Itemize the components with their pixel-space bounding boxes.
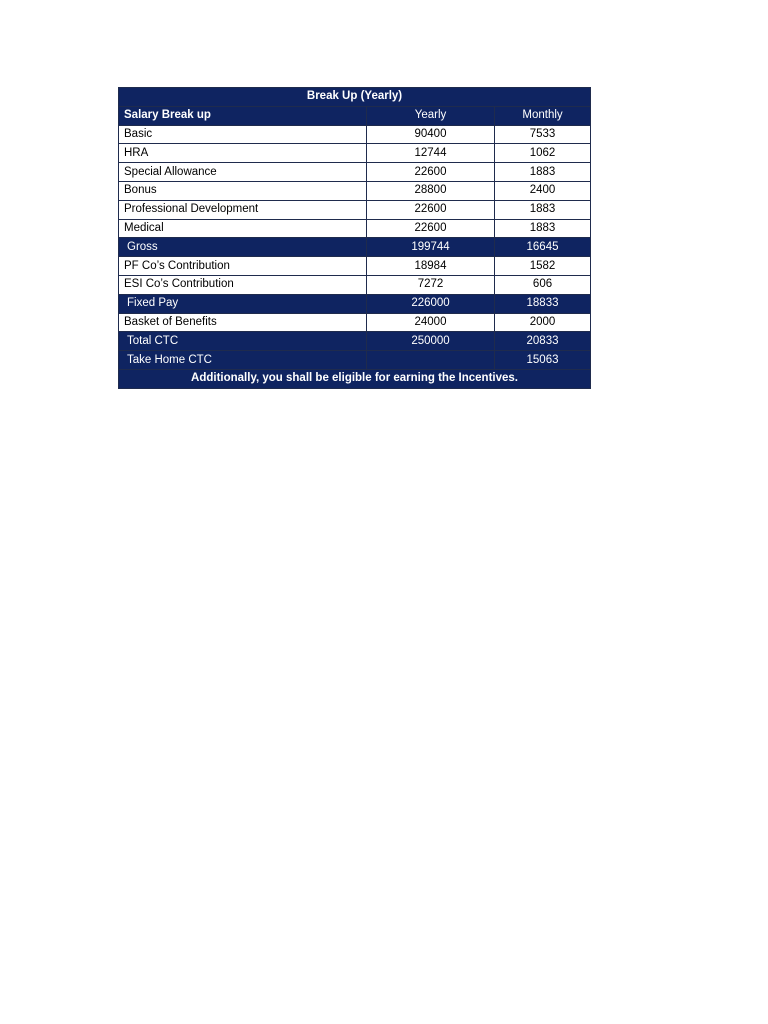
- row-label: Total CTC: [119, 332, 367, 351]
- row-yearly: 28800: [367, 181, 495, 200]
- row-yearly: 22600: [367, 200, 495, 219]
- row-yearly: 22600: [367, 219, 495, 238]
- row-yearly: 24000: [367, 313, 495, 332]
- row-monthly: 7533: [495, 125, 591, 144]
- table-row-medical: [119, 219, 591, 238]
- salary-breakup-sheet: [118, 87, 590, 389]
- header-yearly: Yearly: [367, 106, 495, 125]
- row-monthly: 18833: [495, 294, 591, 313]
- row-monthly: 1883: [495, 200, 591, 219]
- row-label: Basic: [119, 125, 367, 144]
- table-row-basic: [119, 125, 591, 144]
- table-title: Break Up (Yearly): [119, 88, 591, 107]
- row-monthly: 1883: [495, 163, 591, 182]
- header-salary-breakup: Salary Break up: [119, 106, 367, 125]
- table-row-take-home-ctc: [119, 351, 591, 370]
- row-yearly: 12744: [367, 144, 495, 163]
- table-row-esi-contribution: [119, 275, 591, 294]
- row-yearly: 22600: [367, 163, 495, 182]
- row-yearly: 226000: [367, 294, 495, 313]
- row-yearly: 199744: [367, 238, 495, 257]
- row-yearly: 7272: [367, 275, 495, 294]
- row-label: Professional Development: [119, 200, 367, 219]
- row-yearly: 90400: [367, 125, 495, 144]
- row-yearly: 18984: [367, 257, 495, 276]
- row-monthly: 606: [495, 275, 591, 294]
- row-label: Fixed Pay: [119, 294, 367, 313]
- header-monthly: Monthly: [495, 106, 591, 125]
- table-row-basket-of-benefits: [119, 313, 591, 332]
- row-label: Bonus: [119, 181, 367, 200]
- table-row-pf-contribution: [119, 257, 591, 276]
- row-label: PF Co’s Contribution: [119, 257, 367, 276]
- row-label: Gross: [119, 238, 367, 257]
- row-label: ESI Co’s Contribution: [119, 275, 367, 294]
- row-label: Take Home CTC: [119, 351, 367, 370]
- table-title-row: [119, 88, 591, 107]
- row-label: Medical: [119, 219, 367, 238]
- row-yearly: [367, 351, 495, 370]
- row-monthly: 1582: [495, 257, 591, 276]
- row-label: Special Allowance: [119, 163, 367, 182]
- row-monthly: 2400: [495, 181, 591, 200]
- salary-breakup-table: [118, 87, 591, 389]
- table-footer-row: [119, 369, 591, 388]
- table-row-gross: [119, 238, 591, 257]
- row-monthly: 20833: [495, 332, 591, 351]
- table-row-fixed-pay: [119, 294, 591, 313]
- table-header-row: [119, 106, 591, 125]
- table-row-special-allowance: [119, 163, 591, 182]
- table-row-hra: [119, 144, 591, 163]
- table-row-bonus: [119, 181, 591, 200]
- row-monthly: 16645: [495, 238, 591, 257]
- incentives-note: Additionally, you shall be eligible for earning the Incentives.: [119, 369, 591, 388]
- row-label: Basket of Benefits: [119, 313, 367, 332]
- row-label: HRA: [119, 144, 367, 163]
- row-monthly: 1062: [495, 144, 591, 163]
- row-monthly: 2000: [495, 313, 591, 332]
- table-row-total-ctc: [119, 332, 591, 351]
- row-yearly: 250000: [367, 332, 495, 351]
- row-monthly: 1883: [495, 219, 591, 238]
- row-monthly: 15063: [495, 351, 591, 370]
- table-row-professional-development: [119, 200, 591, 219]
